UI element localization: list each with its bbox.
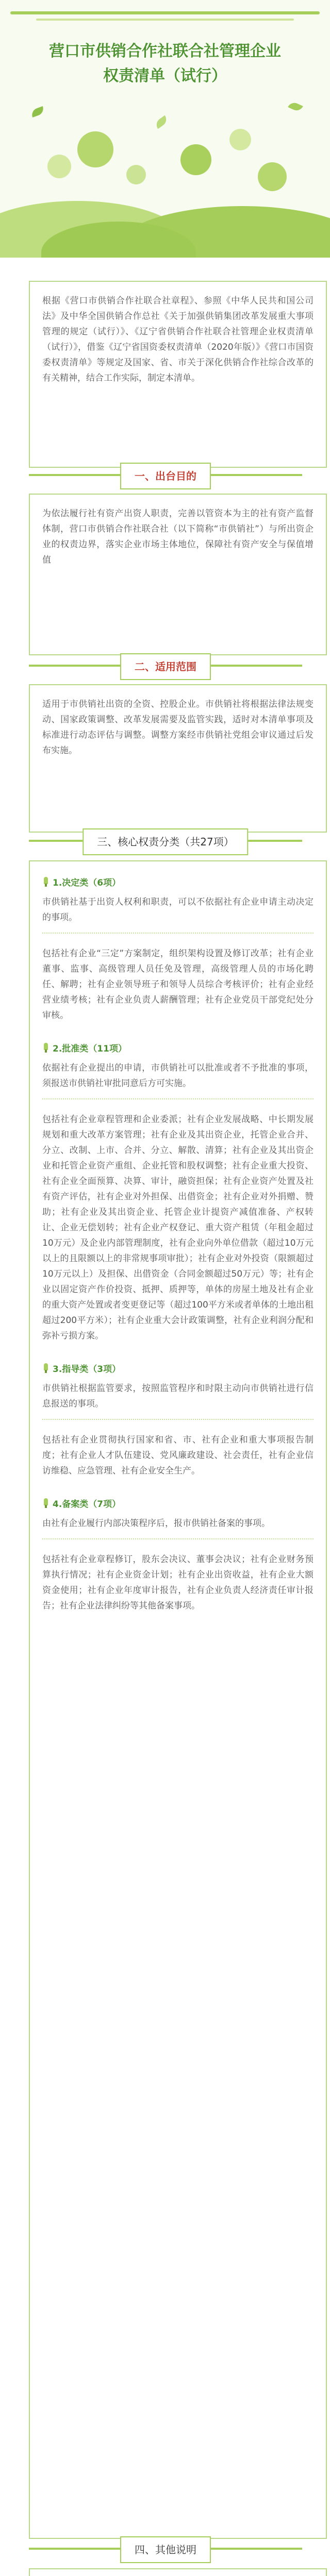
section-box-scope xyxy=(29,684,327,833)
section-title-bar xyxy=(29,652,302,680)
category-desc: 由社有企业履行内部决策程序后，报市供销社备案的事项。 xyxy=(42,1518,270,1529)
category-title: 3.指导类（3项） xyxy=(42,1362,314,1377)
section-title-bar xyxy=(29,461,302,489)
section-box-categories xyxy=(29,860,327,2539)
category-desc: 市供销社根据监管要求，按照监管程序和时限主动向市供销社进行信息报送的事项。 xyxy=(42,1383,314,1409)
section-title: 二、适用范围 xyxy=(120,653,211,680)
decor-line xyxy=(10,11,320,14)
section-box-notes xyxy=(29,2568,327,2576)
decor-bubble xyxy=(47,155,71,178)
category-items: 包括社有企业章程修订，股东会决议、董事会决议；社有企业财务预算执行情况；社有企业资金计划；社有企业出资收益，社有企业大额资金使用；社有企业年度审计报告，社有企业负责人经济责任审计报告；社有企业法律纠纷等其他备案事项。 xyxy=(42,1554,314,1611)
lightbulb-icon xyxy=(42,1363,50,1374)
lightbulb-icon xyxy=(42,1498,50,1509)
page-title: 营口市供销合作社联合社管理企业 xyxy=(49,43,281,60)
section-title: 四、其他说明 xyxy=(120,2536,211,2563)
category-items: 包括社有企业“三定”方案制定，组织架构设置及修订改革；社有企业董事、监事、高级管理人员任免及管理，高级管理人员的市场化聘任、解聘；社有企业领导班子和领导人员综合考核评价；社有企业经营业绩考核；社有企业负责人薪酬管理；社有企业党员干部党纪处分审核。 xyxy=(42,948,314,1021)
category-title: 4.备案类（7项） xyxy=(42,1497,314,1512)
divider xyxy=(42,933,314,934)
header-banner xyxy=(0,0,330,258)
section-title: 一、出台目的 xyxy=(120,463,211,489)
category-block xyxy=(42,1362,314,1479)
category-desc: 市供销社基于出资人权利和职责，可以不依据社有企业申请主动决定的事项。 xyxy=(42,897,314,923)
category-block xyxy=(42,1497,314,1614)
section-text: 适用于市供销社出资的全资、控股企业。市供销社将根据法律法规变动、国家政策调整、改革发展需要及监管实践，适时对本清单事项及标准进行动态评估与调整。调整方案经市供销社党组会审议通过后发布实施。 xyxy=(42,699,314,756)
decor-bubble xyxy=(229,129,251,150)
lightbulb-icon xyxy=(42,877,50,887)
decor-bubble xyxy=(180,144,211,175)
page-subtitle: 权责清单（试行） xyxy=(103,67,227,84)
decor-bubble xyxy=(126,165,146,184)
divider xyxy=(42,1098,314,1099)
category-items: 包括社有企业贯彻执行国家和省、市、社有企业和重大事项报告制度；社有企业人才队伍建设、党风廉政建设、社会责任，社有企业信访维稳、应急管理、社有企业安全生产。 xyxy=(42,1435,314,1476)
section-text: 为依法履行社有资产出资人职责，完善以管资本为主的社有资产监督体制，营口市供销合作社联合社（以下简称“市供销社”）与所出资企业的权责边界，落实企业市场主体地位，保障社有资产安全与保值增值 xyxy=(42,509,314,565)
section-title: 三、核心权责分类（共27项） xyxy=(82,828,248,855)
decor-bubble xyxy=(77,131,113,167)
lightbulb-icon xyxy=(42,1043,50,1053)
category-title: 1.决定类（6项） xyxy=(42,876,314,890)
leaf-icon xyxy=(288,100,303,113)
category-desc: 依据社有企业提出的申请，市供销社可以批准或者不予批准的事项，须报送市供销社审批同意后方可实施。 xyxy=(42,1063,314,1089)
decor-line xyxy=(36,19,294,21)
divider xyxy=(42,1419,314,1420)
section-title-bar xyxy=(29,2535,302,2563)
intro-text: 根据《营口市供销合作社联合社章程》、参照《中华人民共和国公司法》及中华全国供销合作总社《关于加强供销集团改革发展重大事项管理的规定（试行）》、《辽宁省供销合作社联合社管理企业权责清单（试行）》，借鉴《辽宁省国资委权责清单（2020年版）》《营口市国资委权责清单》等规定及国家、省、市关于深化供销合作社综合改革的有关精神，结合工作实际，制定本清单。 xyxy=(42,296,314,383)
category-items: 包括社有企业章程管理和企业委派；社有企业发展战略、中长期发展规划和重大改革方案管理；社有企业及其出资企业，托管企业合并、分立、改制、上市、合并、分立、解散、清算；社有企业及其出资企业和托管企业资产重组、企业托管和股权调整；社有企业重大投资、社有企业全面预算、决算、审计，融资担保；社有企业资产处置及社有资产评估，社有企业对外担保、出借资金；社有企业对外捐赠、赞助；社有企业及其出资企业、托管企业计提资产减值准备、产权转让、企业无偿划转；社有企业产权登记、重大资产租赁（年租金超过10万元）及企业内部管理制度，社有企业向外单位借款（超过10万元以上的且限额以上的非常规事项审批）；社有企业对外投资（限额超过10万元以上）及担保、出借资金（合同金额超过50万元）等；社有企业以固定资产作价投资、抵押、质押等，单体的房屋土地及社有企业的重大资产处置或者变更登记等（超过100平方米或者单体的土地出租超过200平方米）；社有企业重大会计政策调整，社有企业利润分配和弥补亏损方案。 xyxy=(42,1114,314,1341)
category-block xyxy=(42,1042,314,1344)
section-title-bar xyxy=(29,827,302,855)
leaf-icon xyxy=(30,106,45,117)
category-title: 2.批准类（11项） xyxy=(42,1042,314,1056)
leaf-icon xyxy=(154,115,169,129)
category-block xyxy=(42,876,314,1023)
intro-box xyxy=(29,281,327,468)
divider xyxy=(42,1538,314,1539)
decor-bubble xyxy=(258,162,287,191)
section-box-purpose xyxy=(29,494,327,655)
